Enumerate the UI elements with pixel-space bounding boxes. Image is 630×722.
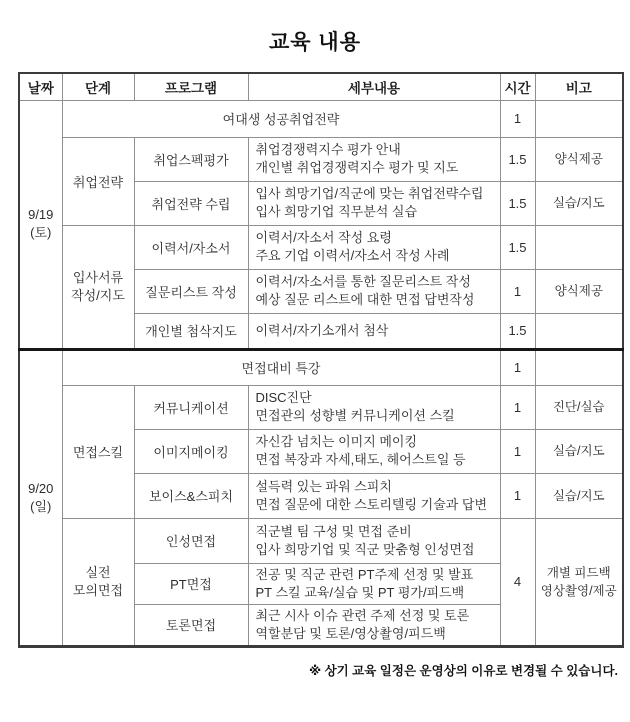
cell-details [248,429,500,473]
cell-details [248,473,500,518]
detail-line: 직군별 팀 구성 및 면접 준비 [255,523,412,539]
cell-hours: 1.5 [500,137,535,181]
cell-hours: 1 [500,473,535,518]
cell-note: 실습/지도 [535,473,623,518]
cell-note-merged [535,518,623,646]
cell-note: 양식제공 [535,137,623,181]
detail-line: 면접 질문에 대한 스토리텔링 기술과 답변 [255,496,488,512]
cell-hours: 1 [500,349,535,385]
cell-hours: 1.5 [500,313,535,349]
cell-note: 실습/지도 [535,181,623,225]
detail-line: DISC진단 [255,390,312,405]
cell-note: 양식제공 [535,269,623,313]
detail-line: 이력서/자소서를 통한 질문리스트 작성 [255,274,471,289]
detail-line: 주요 기업 이력서/자소서 작성 사례 [255,248,450,263]
cell-hours: 1 [500,429,535,473]
detail-line: 자신감 넘치는 이미지 메이킹 [255,434,418,449]
cell-details [248,137,500,181]
cell-program: 토론면접 [134,604,248,646]
cell-program: 커뮤니케이션 [134,385,248,429]
cell-program: 이력서/자소서 [134,225,248,269]
detail-line: 예상 질문 리스트에 대한 면접 답변작성 [255,292,475,307]
cell-program: 이미지메이킹 [134,429,248,473]
cell-details [248,269,500,313]
date-line: 9/20 [28,480,54,496]
cell-details [248,385,500,429]
stage-line: 모의면접 [72,582,124,598]
page-title: 교육 내용 [269,31,361,54]
cell-program: 취업스펙평가 [134,137,248,181]
cell-hours: 1.5 [500,225,535,269]
date-line: 9/19 [28,207,54,222]
cell-note [535,313,623,349]
detail-line: 전공 및 직군 관련 PT주제 선정 및 발표 [255,566,474,582]
column-header-date: 날짜 [19,73,62,100]
cell-details [248,563,500,604]
table-row [19,100,623,137]
detail-line: 최근 시사 이슈 관련 주제 선정 및 토론 [255,607,470,623]
education-table [18,72,624,648]
cell-note [535,100,623,137]
stage-line: 입사서류 [72,269,124,285]
table-row [19,385,623,429]
detail-line: 취업경쟁력지수 평가 안내 [255,142,401,157]
detail-line: 입사 희망기업/직군에 맞는 취업전략수립 [255,186,484,201]
detail-line: 입사 희망기업 직무분석 실습 [255,204,418,219]
column-header-program: 프로그램 [134,73,248,100]
detail-line: 입사 희망기업 및 직군 맞춤형 인성면접 [255,541,475,557]
date-line: (토) [30,225,52,240]
detail-line: 이력서/자기소개서 첨삭 [255,322,389,338]
cell-hours-merged: 4 [500,518,535,646]
table-row [19,137,623,181]
cell-stage-application-documents [62,225,134,349]
cell-details [248,225,500,269]
cell-date-920 [19,349,62,646]
cell-hours: 1 [500,100,535,137]
cell-intro-title: 여대생 성공취업전략 [62,100,500,137]
detail-line: 면접관의 성향별 커뮤니케이션 스킬 [255,408,455,423]
cell-note: 진단/실습 [535,385,623,429]
cell-stage-interview-skill: 면접스킬 [62,385,134,518]
cell-program: 인성면접 [134,518,248,563]
cell-note [535,349,623,385]
cell-details [248,518,500,563]
cell-stage-employment-strategy: 취업전략 [62,137,134,225]
cell-hours: 1 [500,385,535,429]
detail-line: 개인별 취업경쟁력지수 평가 및 지도 [255,160,459,175]
stage-line: 작성/지도 [71,287,125,303]
detail-line: 면접 복장과 자세,태도, 헤어스트일 등 [255,452,466,467]
cell-details [248,181,500,225]
cell-program: 질문리스트 작성 [134,269,248,313]
detail-line: 역할분담 및 토론/영상촬영/피드백 [255,625,446,641]
note-line: 개별 피드백 [546,565,611,580]
cell-details [248,313,500,349]
column-header-stage: 단계 [62,73,134,100]
detail-line: 설득력 있는 파워 스피치 [255,478,392,494]
cell-program: 개인별 첨삭지도 [134,313,248,349]
detail-line: PT 스킬 교육/실습 및 PT 평가/피드백 [255,584,465,600]
cell-intro-title: 면접대비 특강 [62,349,500,385]
table-row [19,349,623,385]
footnote: ※ 상기 교육 일정은 운영상의 이유로 변경될 수 있습니다. [308,663,618,678]
date-line: (일) [30,498,52,514]
header-row [19,73,623,100]
cell-hours: 1 [500,269,535,313]
cell-program: PT면접 [134,563,248,604]
cell-note [535,225,623,269]
note-line: 영상촬영/제공 [540,583,617,598]
cell-date-919 [19,100,62,349]
cell-program: 취업전략 수립 [134,181,248,225]
stage-line: 실전 [85,564,111,580]
column-header-hours: 시간 [500,73,535,100]
column-header-details: 세부내용 [248,73,500,100]
cell-details [248,604,500,646]
column-header-note: 비고 [535,73,623,100]
cell-program: 보이스&스피치 [134,473,248,518]
detail-line: 이력서/자소서 작성 요령 [255,230,392,245]
cell-stage-mock-interview [62,518,134,646]
cell-note: 실습/지도 [535,429,623,473]
table-row [19,518,623,563]
cell-hours: 1.5 [500,181,535,225]
table-row [19,225,623,269]
